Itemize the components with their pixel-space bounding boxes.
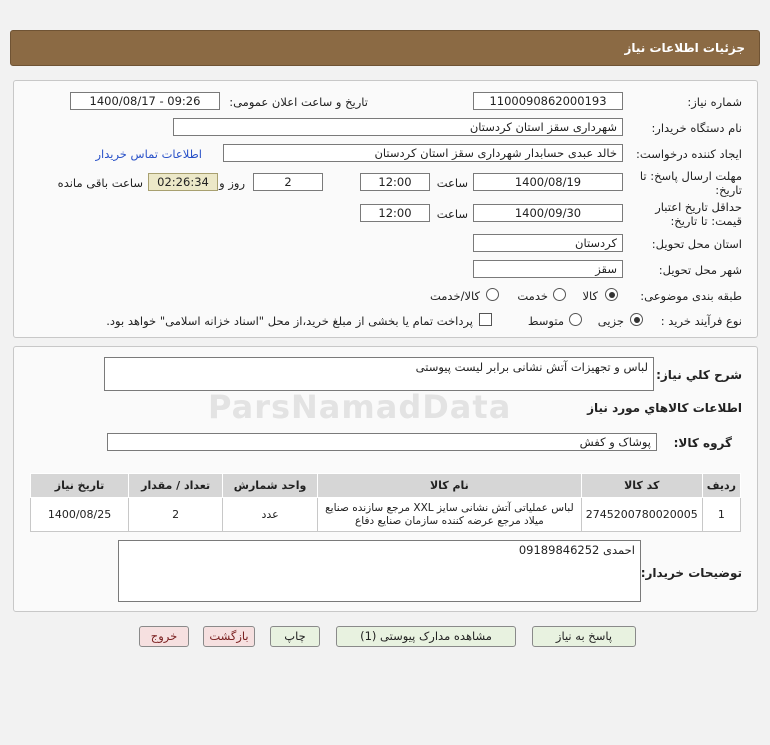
category-label: طبقه بندی موضوعی: bbox=[640, 289, 742, 303]
category-radio-goods[interactable] bbox=[605, 288, 618, 301]
table-row bbox=[31, 498, 741, 532]
reply-time-field: 12:00 bbox=[360, 173, 430, 191]
cell-name-line-2: میلاد مرجع عرضه کننده سازمان صنایع دفاع bbox=[355, 514, 544, 527]
page-header bbox=[10, 30, 760, 66]
process-radio-minor[interactable] bbox=[630, 313, 643, 326]
attachments-button[interactable]: مشاهده مدارک پیوستی (1) bbox=[336, 626, 516, 647]
goods-table bbox=[30, 473, 741, 532]
validity-label: حداقل تاریخ اعتبار bbox=[655, 200, 742, 214]
category-both-label: کالا/خدمت bbox=[429, 289, 480, 303]
page-title: جزئیات اطلاعات نیاز bbox=[624, 41, 745, 55]
treasury-checkbox[interactable] bbox=[479, 313, 492, 326]
buyer-notes-label: توضیحات خریدار: bbox=[640, 566, 742, 580]
cell-name bbox=[318, 498, 582, 532]
process-radio-medium[interactable] bbox=[569, 313, 582, 326]
col-name: نام کالا bbox=[318, 474, 582, 498]
province-label: استان محل تحویل: bbox=[651, 237, 742, 251]
reply-deadline-label-2: تاریخ: bbox=[715, 183, 742, 197]
category-goods-label: کالا bbox=[582, 289, 598, 303]
reply-time-label: ساعت bbox=[436, 176, 468, 190]
reply-date-field: 1400/08/19 bbox=[473, 173, 623, 191]
col-qty: تعداد / مقدار bbox=[129, 474, 223, 498]
print-button[interactable]: چاپ bbox=[270, 626, 320, 647]
cell-code: 2745200780020005 bbox=[581, 498, 702, 532]
cell-name-line-1: لباس عملیاتی آتش نشانی سایز XXL مرجع سازنده صنایع bbox=[325, 501, 574, 514]
category-service-label: خدمت bbox=[517, 289, 548, 303]
days-label: روز و bbox=[219, 176, 245, 190]
cell-date: 1400/08/25 bbox=[31, 498, 129, 532]
announce-label: تاریخ و ساعت اعلان عمومی: bbox=[229, 95, 368, 109]
need-number-field: 1100090862000193 bbox=[473, 92, 623, 110]
col-row: ردیف bbox=[702, 474, 740, 498]
category-radio-service[interactable] bbox=[553, 288, 566, 301]
col-date: تاریخ نیاز bbox=[31, 474, 129, 498]
goods-group-label: گروه کالا: bbox=[673, 436, 732, 450]
requester-field: خالد عبدی حسابدار شهرداری سقز استان کردستان bbox=[223, 144, 623, 162]
city-field: سقز bbox=[473, 260, 623, 278]
category-radio-both[interactable] bbox=[486, 288, 499, 301]
goods-info-title: اطلاعات کالاهاي مورد نياز bbox=[587, 401, 742, 415]
cell-unit: عدد bbox=[223, 498, 318, 532]
days-field: 2 bbox=[253, 173, 323, 191]
buyer-contact-link[interactable]: اطلاعات تماس خریدار bbox=[95, 147, 202, 161]
process-medium-label: متوسط bbox=[527, 314, 564, 328]
requester-label: ایجاد کننده درخواست: bbox=[636, 147, 742, 161]
validity-date-field: 1400/09/30 bbox=[473, 204, 623, 222]
summary-field: لباس و تجهیزات آتش نشانی برابر لیست پیوستی bbox=[104, 357, 654, 391]
cell-qty: 2 bbox=[129, 498, 223, 532]
process-label: نوع فرآیند خرید : bbox=[660, 314, 742, 328]
reply-button[interactable]: پاسخ به نیاز bbox=[532, 626, 636, 647]
buyer-notes-field: احمدی 09189846252 bbox=[118, 540, 641, 602]
city-label: شهر محل تحویل: bbox=[658, 263, 742, 277]
announce-field: 1400/08/17 - 09:26 bbox=[70, 92, 220, 110]
payment-note: پرداخت تمام یا بخشی از مبلغ خرید،از محل "اسناد خزانه اسلامی" خواهد بود. bbox=[106, 314, 473, 328]
summary-label: شرح کلي نياز: bbox=[656, 368, 742, 382]
goods-group-field: پوشاک و کفش bbox=[107, 433, 657, 451]
cell-row: 1 bbox=[702, 498, 740, 532]
validity-time-field: 12:00 bbox=[360, 204, 430, 222]
need-number-label: شماره نیاز: bbox=[687, 95, 742, 109]
col-code: کد کالا bbox=[581, 474, 702, 498]
process-minor-label: جزیی bbox=[597, 314, 624, 328]
buyer-org-field: شهرداری سقز استان کردستان bbox=[173, 118, 623, 136]
col-unit: واحد شمارش bbox=[223, 474, 318, 498]
buyer-org-label: نام دستگاه خریدار: bbox=[651, 121, 742, 135]
validity-time-label: ساعت bbox=[436, 207, 468, 221]
goods-table-header bbox=[31, 474, 741, 498]
validity-label-2: قیمت: تا تاریخ: bbox=[670, 214, 742, 228]
remaining-label: ساعت باقی مانده bbox=[57, 176, 143, 190]
remaining-time-field: 02:26:34 bbox=[148, 173, 218, 191]
back-button[interactable]: بازگشت bbox=[203, 626, 255, 647]
province-field: کردستان bbox=[473, 234, 623, 252]
reply-deadline-label: مهلت ارسال پاسخ: تا bbox=[639, 169, 742, 183]
exit-button[interactable]: خروج bbox=[139, 626, 189, 647]
